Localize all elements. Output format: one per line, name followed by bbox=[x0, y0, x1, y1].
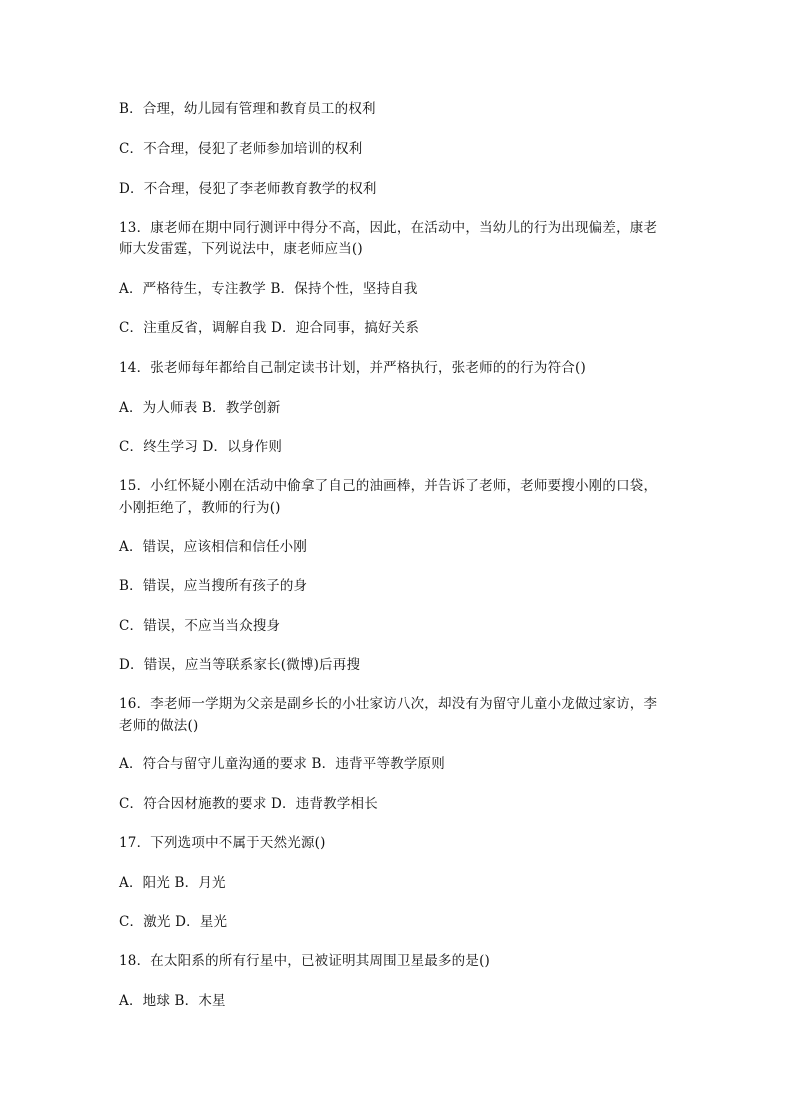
options-cd-q16: C．符合因材施教的要求 D．违背教学相长 bbox=[119, 796, 378, 812]
question-18: 18．在太阳系的所有行星中，已被证明其周围卫星最多的是() bbox=[119, 953, 491, 969]
option-c-q12: C．不合理，侵犯了老师参加培训的权利 bbox=[119, 141, 363, 157]
question-15-line-1: 15．小红怀疑小刚在活动中偷拿了自己的油画棒，并告诉了老师，老师要搜小刚的口袋， bbox=[119, 478, 658, 494]
options-ab-q14: A．为人师表 B．教学创新 bbox=[119, 400, 281, 416]
option-d-q12: D．不合理，侵犯了李老师教育教学的权利 bbox=[119, 181, 377, 197]
options-cd-q14: C．终生学习 D．以身作则 bbox=[119, 439, 283, 455]
options-ab-q13: A．严格待生，专注教学 B．保持个性，坚持自我 bbox=[119, 281, 418, 297]
option-a-q15: A．错误，应该相信和信任小刚 bbox=[119, 539, 308, 555]
option-b-q12: B．合理，幼儿园有管理和教育员工的权利 bbox=[119, 101, 376, 117]
options-ab-q17: A．阳光 B．月光 bbox=[119, 875, 226, 891]
question-15-line-2: 小刚拒绝了，教师的行为() bbox=[119, 500, 281, 516]
question-13-line-1: 13．康老师在期中同行测评中得分不高，因此，在活动中，当幼儿的行为出现偏差，康老 bbox=[119, 220, 658, 236]
question-17: 17．下列选项中不属于天然光源() bbox=[119, 835, 326, 851]
options-cd-q17: C．激光 D．星光 bbox=[119, 914, 228, 930]
question-13-line-2: 师大发雷霆，下列说法中，康老师应当() bbox=[119, 241, 363, 257]
options-cd-q13: C．注重反省，调解自我 D．迎合同事，搞好关系 bbox=[119, 320, 420, 336]
question-16-line-1: 16．李老师一学期为父亲是副乡长的小壮家访八次，却没有为留守儿童小龙做过家访，李 bbox=[119, 696, 658, 712]
options-ab-q16: A．符合与留守儿童沟通的要求 B．违背平等教学原则 bbox=[119, 756, 445, 772]
option-c-q15: C．错误，不应当当众搜身 bbox=[119, 618, 281, 634]
question-14: 14．张老师每年都给自己制定读书计划，并严格执行，张老师的的行为符合() bbox=[119, 360, 586, 376]
options-ab-q18: A．地球 B．木星 bbox=[119, 993, 226, 1009]
option-d-q15: D．错误，应当等联系家长(微博)后再搜 bbox=[119, 657, 361, 673]
question-16-line-2: 老师的做法() bbox=[119, 718, 199, 734]
option-b-q15: B．错误，应当搜所有孩子的身 bbox=[119, 578, 308, 594]
